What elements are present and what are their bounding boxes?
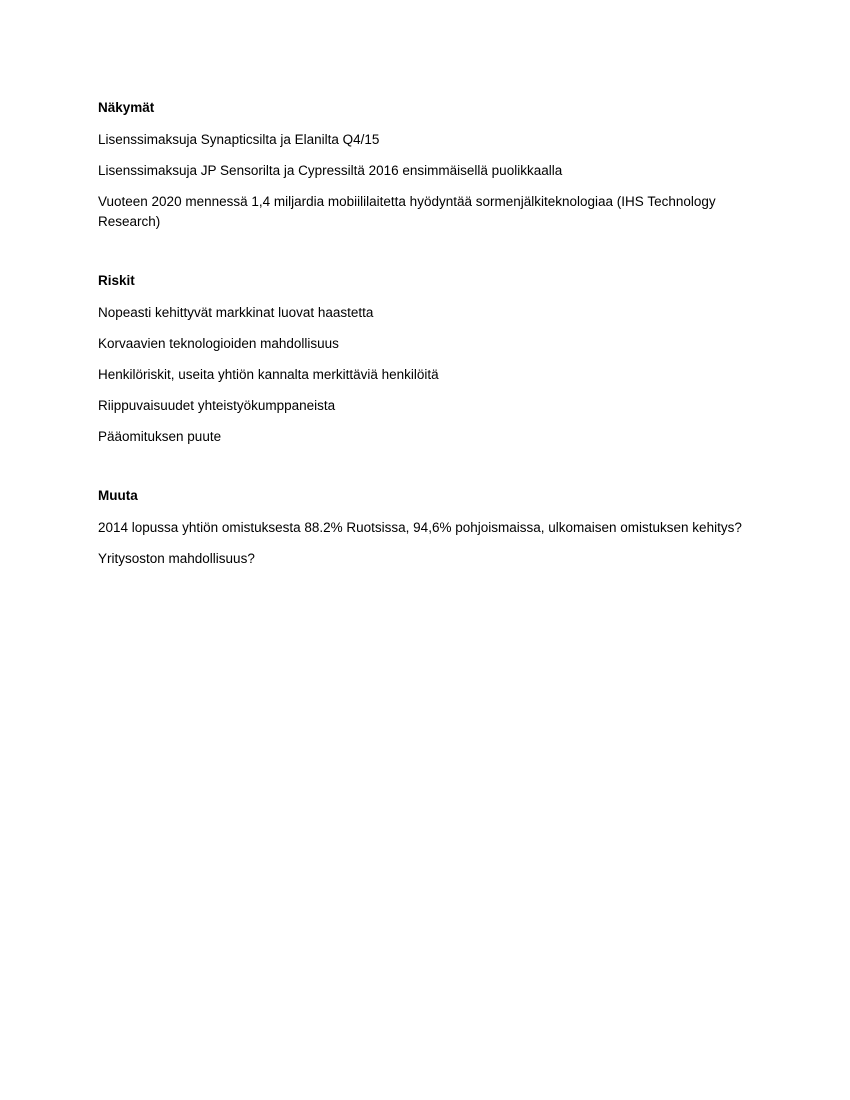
paragraph: Vuoteen 2020 mennessä 1,4 miljardia mobiililaitetta hyödyntää sormenjälkiteknologiaa (IHS Technology Research) [98,194,716,229]
paragraph: Yritysoston mahdollisuus? [98,551,255,566]
paragraph: Lisenssimaksuja Synapticsilta ja Elanilta Q4/15 [98,132,380,147]
document-page [98,99,758,580]
paragraph: Henkilöriskit, useita yhtiön kannalta merkittäviä henkilöitä [98,367,439,382]
section-heading: Riskit [98,273,135,288]
section-heading: Muuta [98,488,138,503]
paragraph: Nopeasti kehittyvät markkinat luovat haastetta [98,305,374,320]
paragraph: Lisenssimaksuja JP Sensorilta ja Cypressiltä 2016 ensimmäisellä puolikkaalla [98,163,563,178]
section-heading: Näkymät [98,100,155,115]
paragraph: Riippuvaisuudet yhteistyökumppaneista [98,398,336,413]
section-nakymat [98,99,758,232]
section-riskit [98,272,758,447]
paragraph: 2014 lopussa yhtiön omistuksesta 88.2% Ruotsissa, 94,6% pohjoismaissa, ulkomaisen omistuksen kehitys? [98,520,742,535]
paragraph: Korvaavien teknologioiden mahdollisuus [98,336,339,351]
section-muuta [98,487,758,569]
paragraph: Pääomituksen puute [98,429,222,444]
